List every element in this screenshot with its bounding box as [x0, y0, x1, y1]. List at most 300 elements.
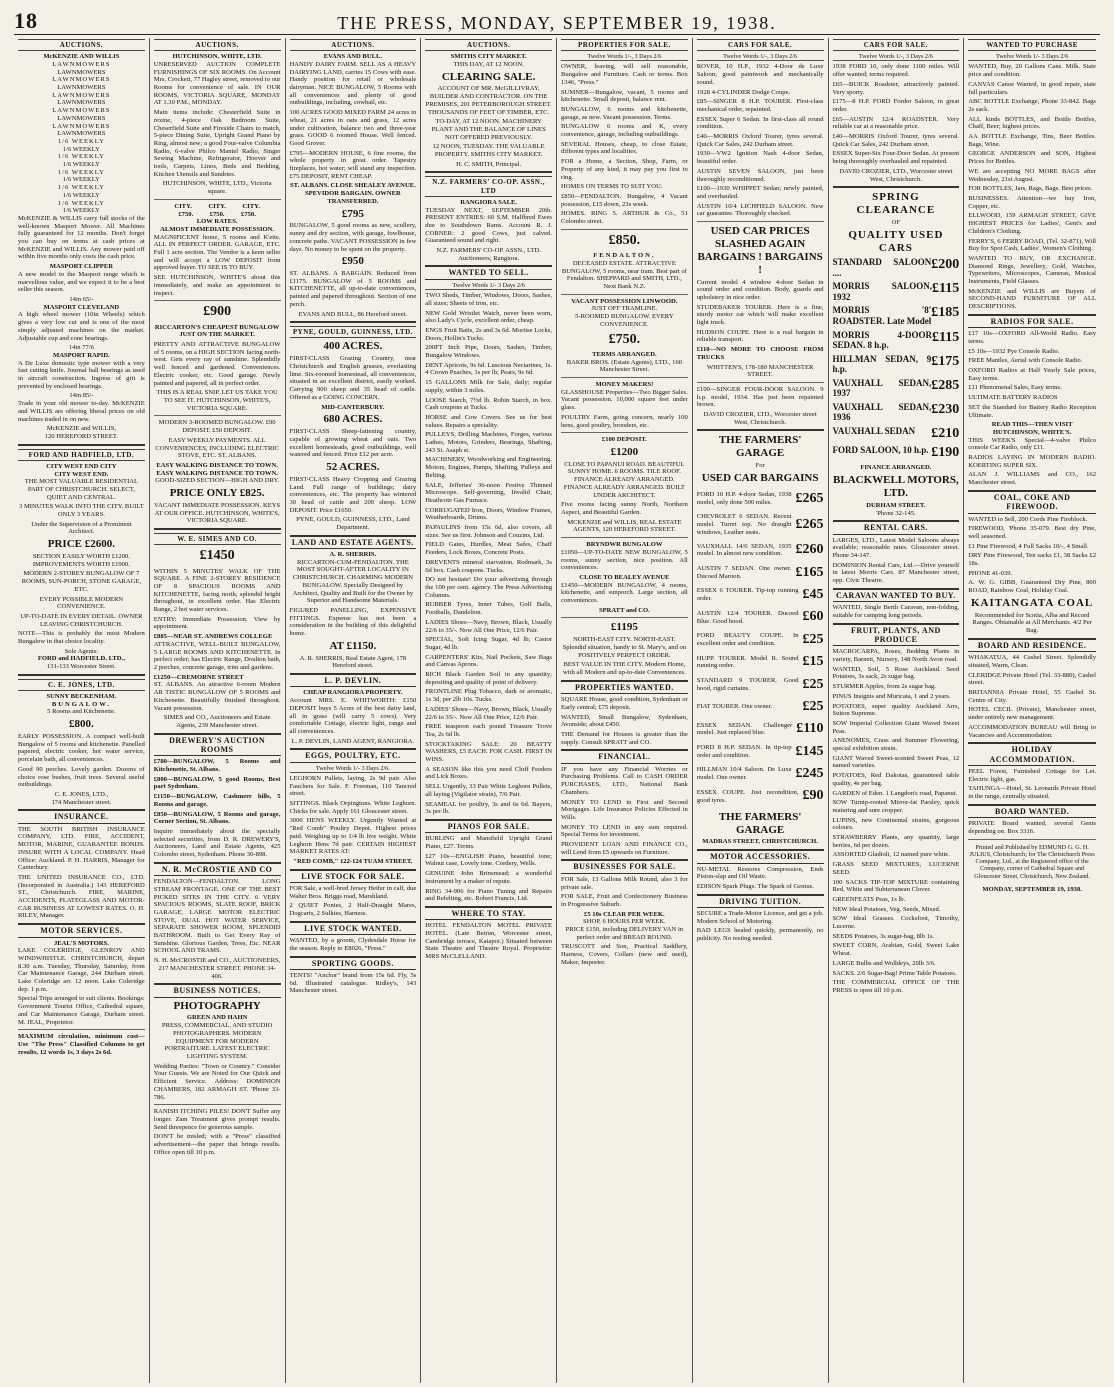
section-heading: PROPERTIES WANTED.: [561, 680, 688, 694]
classified: FREE teaspoon each pound Treasure Trove Tea, 2s 6d lb.: [425, 723, 552, 738]
section-heading: RENTAL CARS.: [833, 520, 960, 534]
car-price-row: [697, 609, 824, 625]
classified: GIANT Waved Sweet-scented Sweet Peas, 12 named varieties.: [832, 754, 960, 770]
ad-text: BAKER BROS. (Estate Agents), LTD., 160 Manchester Street.: [566, 358, 683, 374]
classified: SECURE a Trade-Motor Licence, and get a job. Modern School of Motoring.: [696, 910, 824, 925]
car-price: £265: [795, 516, 824, 532]
classified-list: [561, 63, 688, 225]
signature: DAVID CROZIER, LTD., Worcester street West, Christchurch.: [839, 167, 953, 183]
classified: THE Demand for Houses is greater than the supply. Consult SPRATT and CO.: [561, 730, 688, 746]
car-description: HUPP. TOURER. Model R. Sound running order.: [696, 654, 799, 670]
classified: TWO Sheds, Timber, Windows, Doors, Sashes, all sizes; Sheets of iron, etc.: [425, 292, 552, 307]
price: £800.: [69, 718, 94, 731]
product-title: MASPORT CLIPPER: [49, 263, 113, 271]
classified: PINUS Insignis and Muricata, 1 and 2 years.: [832, 692, 951, 700]
ad-text: BUNGALOW, 5 good rooms as new, scullery, sunny and dry section, with garage, fowlhouse, concrete paths. VACANT POSSESSION in few days. No money to be spent on the property.: [289, 222, 417, 253]
classified: SOW Imperial Collection Giant Waved Sweet Peas.: [832, 719, 960, 735]
classified: GENUINE John Brinsmead; a wonderful instrument by a maker of repute.: [425, 870, 552, 885]
classified: DREVENTS mineral starvation. Rodmark, 3s 6d box. Cash coupons. Tucks.: [425, 558, 552, 574]
signature: DAVID CROZIER, LTD., Worcester street West, Christchurch.: [703, 411, 817, 426]
classified: £11 Phenomenal Sales, Easy terms.: [968, 384, 1062, 392]
column-3: [286, 38, 422, 1383]
car-price: £60: [802, 609, 824, 625]
ad-text: ATTRACTIVE, WELL-BUILT BUNGALOW, 5 LARGE ROOMS AND KITCHENETTE. In perfect order; has Electric Range, Doulton bath, 2 porches, concrete garage, trim and gardens.: [153, 640, 281, 671]
classified: FIREWOOD, 'Phone 35-079. Best dry Pine, well seasoned.: [968, 525, 1096, 540]
car-price: £285: [931, 377, 960, 393]
car-description: FORD 8 H.P. SEDAN. In tip-top order and condition.: [696, 744, 792, 759]
address: 131-133 Worcester Street.: [47, 663, 116, 671]
ad-headline: CLOSE TO BEALEY AVENUE: [579, 573, 670, 581]
section-heading: AUCTIONS.: [425, 39, 552, 51]
ad-text: Special Trips arranged to suit clients. Bookings: Government Tourist Office, Cathedral square, and Car Maintenance Garage, Durham street. M. JEAL, Proprietor.: [18, 995, 145, 1026]
listing: £850—BUNGALOW, 5 Rooms and garage, Corner Section, St. Albans.: [153, 810, 281, 826]
classified: £1 Pine Firewood, 4 Full Sacks 10/-, 4 Small.: [968, 542, 1089, 550]
banner-line: LAWNMOWERS: [57, 68, 106, 76]
ad-text: NORTH-EAST CITY. NORTH-EAST. Splendid situation, handy to St. Mary's, and on POSITIVELY PERFECT ORDER.: [562, 636, 687, 659]
ad-text: Five rooms facing sunny North, Northern Aspect, and Beautiful Garden.: [561, 501, 688, 516]
classified: PHONE 41-039.: [968, 569, 1013, 577]
ad-headline: PHOTOGRAPHY: [173, 999, 261, 1012]
classified: 1930—VW2 Ignition Nash 4-door Sedan, beautiful order.: [696, 150, 824, 166]
classified: CORRUGATED Iron, Doors, Window Frames, Weatherboards, Drums.: [425, 506, 552, 522]
classified: POTATOES, Red Dakotas, guaranteed table quality, 4s per bag.: [832, 772, 960, 787]
ad-text: Inquire immediately about the specially selected securities, from D. R. DREWERY'S, Auctioneers, Land and Estate Agents, 425 Colombo street, Sydenham. Phone 30-898.: [153, 827, 281, 859]
classified: GLASSHOUSE Properties—Two Bigger Sales. Vacant possession. 10,000 square feet under glass.: [561, 388, 688, 412]
ad-text: WITHIN 5 MINUTES' WALK OF THE SQUARE. A FINE 2-STOREY RESIDENCE OF 8 SPACIOUS ROOMS AND KITCHENETTE, facing north, splendid bright throughout, in excellent order. Has Electric Range, 2 hot water services.: [153, 567, 281, 614]
car-price-row: [833, 305, 960, 326]
car-description: ESSEX COUPE. Just recondition, good tyres.: [696, 788, 799, 804]
ad-text: £110—NO MORE TO CHOOSE FROM TRUCKS: [696, 346, 824, 361]
classified: FOR BOTTLES, Jars, Rags, Bags. Best prices.: [968, 185, 1093, 193]
ad-text: VACANT IMMEDIATE POSSESSION. KEYS AT OUR OFFICE. HUTCHINSON, WHITE'S, VICTORIA SQUARE.: [154, 501, 281, 525]
price: £885—NEAR ST. ANDREWS COLLEGE: [153, 633, 273, 641]
price: £1195: [610, 621, 638, 634]
ad-text: McKENZIE & WILLIS carry full stocks of the well-known Masport Mower. All Machines fully guaranteed for 12 months. Don't forget you can buy on terms at cash prices at McKENZIE and WILLIS. Any mower paid off within five months only costs the cash price.: [18, 214, 145, 261]
car-description: FORD 10 H.P. 4-door Sedan, 1938 model, only done 500 miles.: [696, 491, 792, 506]
section-heading: WANTED TO SELL.: [425, 265, 552, 279]
columns: [14, 38, 1100, 1383]
ad-text: EARLY POSSESSION. A compact well-built Bungalow of 5 rooms and kitchenette. Panelled papered, electric cooker, hot water service, porcelain bath, all conveniences.: [18, 733, 145, 764]
car-price-row: [697, 632, 824, 648]
ad-text: ST. ALBANS. An attractive 6-room Modern AR TISTIC BUNGALOW OF 5 ROOMS and Kitchenette. Beautifully finished throughout. Vacant possession.: [153, 681, 281, 712]
car-name: VAUXHALL SEDAN, 1937: [832, 377, 932, 399]
classified: LADIES' Shoes—Navy, Brown, Black, Usually 22/6 to 35/-. Now All One Price, 12/6 Pair.: [425, 705, 552, 721]
ad-text: WHITTEN'S, 178-180 MANCHESTER STREET.: [706, 363, 814, 379]
car-price-row: [697, 565, 824, 581]
classified: OXFORD Radios at Half Yearly Sale prices, Easy terms.: [968, 367, 1096, 382]
banner-line: LAWNMOWERS: [57, 130, 106, 138]
ad-text: RICCARTON-CUM-FENDALTON. THE MOST SOUGHT-AFTER LOCALITY IN CHRISTCHURCH. CHARMING MODERN BUNGALOW. Specially Designed by Architect, Quality and Built for the Owner by Superior and Handsome Materials.: [292, 558, 414, 605]
section-heading: W. E. SIMES AND CO.: [154, 533, 281, 545]
classified: WANTED, Soil, 5 Rose Auckland. Seed Potatoes, 3s sack, 2s sugar bag.: [832, 665, 960, 681]
classified: NEW Gold Wristlet Watch, never been worn, also Lady's Cycle, excellent order, cheap.: [425, 309, 552, 325]
ad-headline: VACANT POSSESSION LINWOOD.: [571, 297, 678, 305]
classified: LUPINS, new Continental strains, gorgeous colours.: [832, 816, 960, 832]
ad-text: 12 NOON, TUESDAY. THE VALUABLE PROPERTY. SMITHS CITY MARKET.: [432, 143, 545, 159]
classified: ELLWOOD, 159 ARMAGH STREET, GIVE HIGHEST PRICES for Ladies', Gent's and Children's Clothing.: [968, 212, 1096, 235]
signature: McKENZIE and WILLIS,: [46, 425, 117, 433]
classified: CLERIDGE Private Hotel (Tel. 33-880), Cashel street.: [968, 671, 1096, 687]
classified: STURMER Apples, from 2s sugar bag.: [832, 683, 936, 691]
car-price-row: [697, 721, 824, 737]
car-description: ESSEX 6 TOURER. Tip-top running order.: [696, 587, 799, 603]
classified: SEAMEAL for poultry, 3s and 6s 6d. Bayers, 3s per lb.: [425, 800, 552, 816]
classified: 1928 4-CYLINDER Dodge Coupe.: [696, 88, 791, 96]
section-heading: HOLIDAY ACCOMMODATION.: [968, 742, 1096, 766]
banner-line: LAWNMOWERS: [52, 107, 111, 115]
section-heading: DREWERY'S AUCTION ROOMS: [154, 733, 281, 757]
signature: HUTCHINSON, WHITE, LTD., Victoria square.: [162, 180, 272, 196]
ad-text: EVERY POSSIBLE MODERN CONVENIENCE.: [39, 595, 124, 611]
ad-text: ENTRY: Immediate Possession. View by appointment.: [153, 615, 281, 631]
car-price-row: [697, 654, 824, 670]
ad-text: RICCARTON'S CHEAPEST BUNGALOW JUST ON THE MARKET.: [154, 323, 280, 339]
classified: ALL kinds BOTTLES, and Bottle Bottles, Chaff, Beer; highest prices.: [968, 115, 1096, 131]
banner-line: LAWNMOWERS: [57, 99, 106, 107]
ad-headline: 680 ACRES.: [323, 413, 383, 426]
classified: £40—MORRIS Oxford Tourer, tyres several. Quick Car Sales, 242 Durham street.: [696, 133, 824, 148]
banner-line: 1/6 WEEKLY: [57, 168, 105, 176]
masthead: [14, 8, 1100, 35]
classified: £17 10s—OXFORD All-World Radio. Easy terms.: [968, 330, 1096, 345]
rate-line: Twelve Words 1/-, 3 Days 2/6: [561, 53, 688, 61]
classified: SEVERAL Houses, cheap, to close Estate, different types and localities.: [561, 140, 688, 156]
classified: TRUSCOTT and Son, Practical Saddlery, Harness, Covers, Collars (new and used), Maker, Importer.: [561, 943, 688, 966]
ad-text: MCKENZIE and WILLIS, REAL ESTATE AGENTS, 120 HEREFORD STREET.: [567, 518, 682, 534]
car-price: £185: [931, 305, 960, 321]
classified: THIS WEEK'S Special—4-valve Philco console Car Radio, only £11.: [968, 436, 1096, 452]
ad-text: JUST OFF TRAMLINE.: [591, 305, 658, 313]
classified-list: [968, 768, 1096, 801]
ad-text: TO-DAY, AT 12 NOON. MACHINERY PLANT AND THE BALANCE OF LINES NOT OFFERED PREVIOUSLY.: [431, 118, 546, 141]
ad-text: FIRST-CLASS Heavy Cropping and Grazing Land. Full range of buildings; dairy conveniences, etc. The property has wintered 30 head of cattle and 200 sheep. LOW DEPOSIT. Price £1650.: [289, 475, 417, 514]
classified: GEORGE ANDERSON and SON, Highest Prices for Bottles.: [968, 150, 1096, 166]
ad-text: 3 MINUTES WALK INTO THE CITY. BUILT ONLY 3 YEARS.: [19, 503, 144, 519]
classified: AUSTIN 10/4 LICHFIELD SALOON. New car guarantee. Thoroughly checked.: [696, 202, 824, 218]
signature: PYNE, GOULD, GUINNESS, LTD., Land Department.: [296, 516, 410, 532]
ad-text: A new model to the Masport range which is marvellous value, and we expect it to be a best seller this season.: [18, 270, 145, 294]
classified-list: [833, 648, 960, 994]
price: £100 DEPOSIT.: [601, 436, 647, 444]
car-name: VAUXHALL SEDAN, 1936: [832, 401, 932, 423]
classified: 1938 FORD 10, only done 1100 miles. Will offer wanted; terms required.: [832, 63, 960, 79]
ad-headline: SPEVIDOR BARGAIN. OWNER TRANSFERRED.: [304, 190, 401, 205]
car-name: STANDARD SALOON ....: [832, 257, 932, 278]
column-6: [693, 38, 829, 1383]
rate-line: Twelve Words 1/- 3 Days 2/6: [968, 53, 1096, 61]
car-price-row: [833, 330, 960, 351]
ad-text: A high wheel mower (10in Wheels) which gives a very low cut and is one of the most simply adjusted machines on the market. Adjustable cup and cone bearings.: [18, 311, 145, 342]
classified: FOR Sale, a well-bred Jersey Heifer in calf, due Walter Bros. Briggs road, Marshland.: [289, 885, 417, 900]
price: £795: [341, 207, 364, 220]
classified: HORSE and Cow Covers. See us for best values. Repairs a speciality.: [425, 413, 552, 429]
ad-text: BEST VALUE IN THE CITY. Modern Home, with all Modern and up-to-date Conveniences.: [563, 661, 686, 677]
classified: £65—AUSTIN 12/4 ROADSTER. Very reliable car at a reasonable price.: [832, 115, 960, 131]
classified: BUNGALOW 6 rooms and K, every convenience, garage, including outbuildings.: [561, 123, 688, 139]
car-price: £190: [931, 445, 960, 461]
signature: EVANS AND BULL, 86 Hereford street.: [298, 310, 408, 318]
section-heading: BOARD AND RESIDENCE.: [968, 638, 1096, 652]
classified: MACROCARPA, Roses, Bedding Plants in variety, Barnett, Nursery, 148 North Avon road.: [832, 648, 960, 663]
car-price-row: [697, 699, 824, 715]
ad-headline: EASY WALKING DISTANCE TO TOWN.: [156, 461, 278, 469]
page-number: 18: [14, 8, 38, 33]
listing: £1150—BUNGALOW, Cashmere hills, 5 Rooms and garage.: [153, 793, 281, 808]
car-description: FIAT TOURER. One owner.: [696, 703, 773, 711]
banner-line: 1/6 WEEKLY: [57, 137, 105, 145]
classified: PRIVATE Board wanted, several Gents depending on. Box 3316.: [968, 820, 1096, 835]
ad-text: UP-TO-DATE IN EVERY DETAIL. OWNER LEAVING CHRISTCHURCH.: [20, 612, 143, 628]
ad-text: UNRESERVED AUCTION COMPLETE FURNISHINGS OF SIX ROOMS. On Account Mrs. Crockett, 77 Hagley street, removed to our Rooms for convenience of sale. IN OUR ROOMS, VICTORIA SQUARE, MONDAY AT 1.30 P.M., MONDAY.: [153, 60, 281, 107]
car-price: £45: [802, 587, 824, 602]
section-heading: AUCTIONS.: [154, 39, 281, 51]
ad-text: GOOD-SIZED SECTION—HIGH AND DRY.: [155, 477, 280, 485]
address: 174 Manchester street.: [51, 798, 112, 806]
section-heading: EGGS, POULTRY, ETC.: [290, 748, 417, 762]
classified: EDISON Spark Plugs. The Spark of Genius.: [696, 882, 814, 890]
classified: McKENZIE and WILLIS are Buyers of SECOND-HAND FURNITURE OF ALL DESCRIPTIONS.: [968, 287, 1096, 311]
car-description: FORD BEAUTY COUPE. In excellent order and condition.: [696, 632, 799, 647]
car-price: £265: [795, 490, 824, 506]
car-name: MORRIS 4-DOOR SEDAN. 8 h.p.: [832, 329, 933, 351]
classified: WANTED to Sell, 200 Cords Pine Fireblock.: [968, 515, 1088, 523]
signature: SPRATT and CO.: [598, 606, 650, 614]
ad-headline: CLEARING SALE.: [441, 70, 536, 83]
car-name: MORRIS '8' ROADSTER. Late Model: [832, 305, 932, 326]
classified: GRASS SEED MIXTURES, LUCERNE SEED.: [832, 861, 960, 876]
classified: 200FT Inch Pipe, Doors, Sashes, Timber, Bungalow Windows.: [425, 344, 552, 360]
classified: BAD LEGS healed quickly, permanently, no publicity. No resting needed.: [696, 927, 824, 943]
section-heading: CARS FOR SALE.: [697, 39, 824, 51]
classified: SACKS. 2/6 Sugar-Bag! Prime Table Potatoes.: [832, 969, 957, 977]
ad-text: PRICE £150, including DELIVERY VAN in perfect order and BREAD ROUND.: [565, 926, 684, 941]
ad-headline: QUALITY USED CARS: [848, 228, 944, 254]
ad-headline: CHEAP RANGIORA PROPERTY.: [303, 689, 403, 697]
classified: WANTED, Small Bungalow, Sydenham, Avonside; about £450.: [561, 713, 688, 729]
classified-list: [968, 516, 1096, 595]
classified: HOMES ON TERMS TO SUIT YOU.: [561, 183, 663, 191]
section-heading: PYNE, GOULD, GUINNESS, LTD.: [290, 326, 417, 338]
ad-headline: 52 ACRES.: [326, 460, 380, 473]
ad-text: Trade in your old mower to-day. McKENZIE and WILLIS are offering liberal prices on old machines traded in on new.: [18, 400, 145, 423]
classified: BURLING and Mansfield Upright Grand Piano, £27. Terms.: [425, 835, 552, 851]
car-price: £25: [802, 676, 824, 692]
ad-headline: A. R. SHERRIS.: [329, 551, 377, 559]
classified: LARGE Bulbs and Wolldeys, 20lb 3/6.: [832, 959, 936, 967]
ad-text: LAKE COLERIDGE, GLENROY AND WINDWHISTLE. CHRISTCHURCH, depart 8.30 a.m. Tuesday, Thursday, Saturday, from Car Maintenance Garage, 244 Durham street. Lake Coleridge arr. 12 noon. Lake Coleridge dep. 1 p.m.: [18, 947, 145, 993]
classified: RADIOS LAYING IN MODERN RADIO. KOERTING SUPER SIX.: [968, 454, 1096, 469]
ad-text: HANDY DAIRY FARM. SELL AS A HEAVY DAIRYING LAND, carries 15 Cows with ease. Handy position for retail or wholesale dairyman. NICE BUNGALOW, 5 Rooms with all conveniences and plenty of good outbuildings, including, cowbail, etc.: [289, 60, 417, 107]
ad-text: For: [755, 462, 765, 470]
classified: DENT Apricots, 9s 6d. Luscious Nectarines, 1s. 4 Crown Peaches, 1s per lb; Pears, 9s 6d.: [425, 361, 552, 377]
car-price-list: [833, 257, 960, 461]
auctioneer-name: SMITHS CITY MARKET.: [450, 53, 527, 61]
classified: CARPENTERS' Kits, Nail Pockets, Saw Bags and Canvas Aprons.: [425, 653, 552, 669]
ad-headline: MONEY MAKERS!: [595, 380, 654, 388]
car-price: £175: [931, 353, 960, 369]
ad-text: EASY WEEKLY PAYMENTS. ALL CONVENIENCES, INCLUDING ELECTRIC STOVE, ETC. ST. ALBANS.: [155, 436, 279, 460]
banner-line: LAWNMOWERS: [57, 84, 106, 91]
section-heading: N.Z. FARMERS' CO-OP. ASSN., LTD: [425, 176, 552, 196]
classified: £100—SINGER FOUR-DOOR SALOON. 9 h.p. model, 1934. Has just been repainted brown.: [696, 385, 824, 409]
classified: £1450—MODERN BUNGALOW, 4 rooms, kitchenette, and sunporch. Large section, all conveniences.: [561, 581, 688, 605]
car-name: HILLMAN SEDAN, 9 h.p.: [832, 353, 932, 375]
classified: ACCOMMODATION BUREAU will Bring to Vacancies and Accommodation.: [968, 723, 1096, 739]
car-price: £200: [931, 257, 960, 273]
ad-headline: SUNNY BECKENHAM.: [46, 693, 117, 701]
ad-text: NOTE—This is probably the most Modern Bungalow in that choice locality.: [18, 630, 145, 646]
rate-line: Twelve Words 1/- 3 Days 2/6: [425, 282, 552, 290]
car-name: FORD SALOON, 10 h.p.: [832, 445, 929, 456]
ad-text: TUESDAY NEXT, SEPTEMBER 20th. PRESENT ENTRIES: 60 S.M. Halfbred Ewes due to Southdown Rams. Account R. J. CORNER: 2 good Cows, just calved. Guaranteed sound and right.: [425, 206, 552, 245]
ad-headline: KAITANGATA COAL: [970, 596, 1094, 609]
car-description: HILLMAN 10/4 Saloon. De Luxe model. One owner.: [696, 766, 792, 782]
section-heading: DRIVING TUITION.: [697, 894, 824, 908]
classified: BRITANNIA Private Hotel, 55 Cashel St. Centre of City.: [968, 689, 1096, 704]
rate-line: Twelve Words 1/-, 3 Days 2/6: [697, 53, 824, 61]
product-title: MASPORT CLEVELAND: [43, 303, 120, 311]
ad-headline: TERMS ARRANGED.: [592, 350, 657, 358]
classified: POULTRY Farm, going concern, nearly 100 hens, good poultry, brooders, etc.: [561, 413, 688, 429]
classified: PULLEYS, Drilling Machines, Forges, various Lathes, Motors, Grinders, Bearings, Shafting, 243 St. Asaph st.: [425, 431, 552, 454]
ad-text: HUDSON COUPE. Here is a real bargain in reliable transport.: [696, 328, 824, 344]
section-heading: MOTOR SERVICES.: [18, 923, 145, 937]
classified: HOTEL FENDALTON MOTEL PRIVATE HOTEL. (Late Beirun, Worcester street, Cambridge terrace, Kaiapoi.) Situated between State Theatre and Theatre Royal. Proprietor: MRS McCLELLAND.: [425, 922, 552, 961]
ad-text: DON'T be misled; with a "Press" classified advertisement—the paper that brings results. Office open till 10 p.m.: [153, 1133, 281, 1156]
car-price-row: [833, 426, 960, 442]
classified: THE COMMERCIAL OFFICE OF THE PRESS is open till 10 p.m.: [832, 979, 960, 994]
section-heading: FORD AND HADFIELD, LTD.: [18, 449, 145, 461]
column-7: [829, 38, 965, 1383]
classified: DOMINION Rental Cars, Ltd.—Drive yourself in latest Morris Cars. 87 Manchester street, opp. Civic Theatre.: [832, 561, 960, 585]
weekly-banner: [18, 138, 145, 215]
ad-headline: THE FARMERS' GARAGE: [718, 810, 802, 836]
car-price-row: [833, 257, 960, 278]
ad-text: THE SOUTH BRITISH INSURANCE COMPANY, LTD. FIRE, ACCIDENT, MOTOR, MARINE, GUARANTEE BONDS. INSURE WITH A LOCAL COMPANY. Head Office: Auckland. P. H. HARRIS, Manager for Canterbury.: [18, 825, 145, 872]
classified: DO not hesitate! Do your advertising through the 100 per cent. agency. The Press Advertising Columns.: [425, 576, 552, 599]
classified-list: [425, 292, 552, 816]
classified: FOR Sale, 13 Gallons Milk Round, also 3 for private sale.: [561, 875, 688, 891]
car-price: £260: [795, 542, 824, 558]
ad-text: FIRST-CLASS Sheep-fattening country, capable of growing wheat and oats. Two excellent homesteads, good outbuildings, well watered and fenced. Price £12 per acre.: [289, 428, 417, 459]
section-heading: COAL, COKE AND FIREWOOD.: [968, 490, 1096, 514]
classified: SEEDS Potatoes, 3s sugar-bag, 8lb 1s.: [832, 932, 935, 940]
ad-text: CLOSE TO PAPANUI ROAD. BEAUTIFUL SUNNY HOME. 6 ROOMS. TILE ROOF. FINANCE ALREADY ARRANGED. FINANCE ALREADY ARRANGED. BUILT UNDER ARCHITECT.: [563, 460, 685, 499]
address: 120 HEREFORD STREET.: [44, 432, 119, 440]
car-description: ESSEX SEDAN. Challenger model. Just replaced blue.: [696, 721, 793, 737]
section-heading: MOTOR ACCESSORIES.: [697, 849, 824, 863]
car-price-row: [697, 744, 824, 760]
price: PRICE £2600.: [47, 538, 115, 551]
classified: 2 QUIET Ponies, 2 Half-Draught Mares, Dogcarts, 2 Sulkies, Harness.: [289, 902, 417, 918]
car-price-row: [833, 354, 960, 375]
classified-list: [968, 820, 1096, 835]
rate-line: Twelve Words 1/-, 3 Days 2/6: [833, 53, 960, 61]
ad-text: Under the Supervision of a Prominent Architect.: [31, 520, 132, 536]
classified: FRONTLINE Plug Tobacco, dark or aromatic, 1s 3d, per 2lb 10s. Tucks.: [425, 688, 552, 704]
price: £1450: [199, 548, 235, 564]
classified: £40—MORRIS Oxford Tourer, tyres several. Quick Car Sales, 242 Durham street.: [832, 133, 960, 148]
classified: PROVIDENT LOAN AND FINANCE CO., will Lend from £5 upwards on Furniture.: [561, 841, 688, 856]
classified: TENTS! "Anchor" brand from 15s 6d. Fly, 5s 6d. Illustrated catalogue. Ridley's, 143 Manchester street.: [289, 972, 417, 995]
section-heading: BUSINESSES FOR SALE.: [561, 859, 688, 873]
banner-line: 1/6 WEEKLY: [62, 207, 100, 215]
classified: GARDEN of Eden. 1 Langdon's road, Papanui.: [832, 789, 958, 797]
ad-text: Current model 4 window 4-door Sedan in sound order and condition. Body, guards and upholstery in nice order.: [696, 278, 824, 301]
classified: ASSORTED Gladioli, 12 named pure white.: [832, 851, 950, 859]
column-5: [557, 38, 693, 1383]
classified: FERRY'S, 6 FERRY ROAD, (Tel. 32-871), Will Buy for Spot Cash, Ladies', Women's Clothing.: [968, 237, 1096, 253]
price: £850.: [608, 232, 641, 248]
ad-text: SECTION EASILY WORTH £1200. IMPROVEMENTS WORTH £1900.: [32, 553, 130, 568]
ad-text: THE MOST VALUABLE RESIDENTIAL PART OF CHRISTCHURCH. SELECT, QUIET AND CENTRAL.: [24, 478, 139, 501]
classified: £5 10s—1932 Pye Console Radio.: [968, 347, 1060, 355]
classified: WANTED TO BUY, OR EXCHANGE. Diamond Rings, Jewellery, Gold, Watches, Typewriters, Microscopes, Cameras, Musical Instruments, Field Glasses.: [968, 254, 1096, 286]
car-price-row: [833, 445, 960, 461]
rate-line: Twelve Words 1/- 3 Days 2/6.: [290, 765, 417, 773]
ad-text: MODERN 2-STOREY BUNGALOW OF 7 ROOMS, SUN-PORCH, STONE GARAGE, ETC.: [21, 570, 142, 593]
classified: PEEL Forest, Furnished Cottage for Let. Electric light, gas.: [968, 767, 1096, 783]
section-heading: RADIOS FOR SALE.: [968, 314, 1096, 328]
section-heading: INSURANCE.: [18, 809, 145, 823]
classified: TAHUNGA—Hotel, St. Leonards Private Hotel in the range, centrally situated.: [968, 785, 1096, 801]
section-heading: LIVE STOCK WANTED.: [290, 921, 417, 935]
price: 14in 65/-: [69, 295, 94, 303]
price: £1200: [610, 445, 639, 458]
classified: ESSEX Super 6 Sedan. In first-class all round condition.: [696, 115, 824, 131]
classified: WANTED, by a groom, Clydesdale Horse for the season. Reply to E8026, "Press.": [289, 937, 417, 952]
banner-line: LAWNMOWERS: [52, 76, 111, 84]
ad-text: THIS DAY, AT 12 NOON.: [453, 60, 524, 68]
ad-text: Good 90 perches. Lovely garden. Dozens of choice rose bushes, fruit trees. Several useful outbuildings.: [18, 765, 145, 789]
classified: ALAN J. WILLIAMS and CO., 162 Manchester street.: [968, 471, 1096, 487]
car-price: £115: [932, 329, 960, 345]
classified: OWNER, leaving, will sell reasonable, Bungalow and Furniture. Cash or terms. Box 1346, "Press.": [561, 63, 688, 86]
section-heading: FRUIT, PLANTS, AND PRODUCE: [833, 623, 960, 647]
classified: 3000 HENS WEEKLY. Urgently Wanted at "Red Comb" Poultry Depot. Highest prices paid. Weighing up to 1/4 lb live weight. White Leghorn Hens 7d pair. CERTAIN HIGHEST MARKET RATES AT:: [289, 817, 417, 856]
classified-list: [968, 63, 1096, 310]
classified: IF you have any Financial Worries or Purchasing Problems. Call to CASH ORDER PURCHASES, LTD., National Bank Chambers.: [561, 765, 688, 796]
ad-headline: "RED COMB," 122-124 TUAM STREET.: [293, 858, 413, 865]
ad-text: MAXIMUM circulation, minimum cost—Use "The Press" Classified Columns to get results, 12 words 1s, 3 days 2s 6d.: [18, 1033, 145, 1056]
signature: BLACKWELL MOTORS, LTD.: [833, 474, 959, 499]
classified: DRY Pine Firewood, Ten sacks £1, 38 Sacks £2 18s.: [968, 552, 1096, 568]
banner-line: 1/6 WEEKLY: [62, 145, 100, 153]
car-price-row: [833, 281, 960, 302]
car-description: VAUXHALL 14/6 SEDAN, 1935 model. In almost new condition.: [696, 542, 792, 558]
banner-line: 1/6 WEEKLY: [57, 184, 105, 192]
ad-headline: BRYNDWR BUNGALOW: [586, 541, 663, 549]
banner-line: 1/6 WEEKLY: [62, 191, 100, 199]
banner-line: 1/6 WEEKLY: [57, 199, 105, 207]
section-heading: FINANCIAL.: [561, 749, 688, 763]
ad-text: SHOP, 6 HOURS PER WEEK.: [583, 918, 666, 926]
section-heading: WHERE TO STAY.: [425, 906, 552, 920]
classified: MONEY TO LEND in First and Second Mortgages. Life Insurance Policies Effected in Wills.: [561, 798, 688, 821]
signature: SIMES and CO., Auctioneers and Estate Agents, 239 Manchester street.: [163, 714, 271, 729]
ad-headline: ST. ALBANS. CLOSE SHEALEY AVENUE.: [290, 182, 416, 190]
classified: BUSINESSES. Attention—we buy Iron, Copper, etc.: [968, 194, 1096, 210]
ad-headline: CITY. CITY. CITY. £750. £750. £750.: [174, 202, 260, 218]
signature: H. C. SMITH, Principal.: [456, 160, 522, 168]
classified: SWEET CORN, Arabian, Gold, Sweet Lake Wheat.: [832, 942, 960, 958]
ad-headline: BUNGALOW.: [51, 700, 111, 708]
ad-headline: ALMOST IMMEDIATE POSSESSION.: [160, 225, 275, 233]
section-heading: AUCTIONS.: [290, 39, 417, 51]
car-price: £165: [795, 564, 824, 580]
classified: STOCKTAKING SALE: 20 BEATTY WASHERS, £5 EACH. FOR CASH. FIRST IN WINS.: [425, 740, 552, 764]
classified: RUBBER Tyres, Inner Tubes, Golf Balls, Footballs, Dandelion.: [425, 601, 552, 617]
